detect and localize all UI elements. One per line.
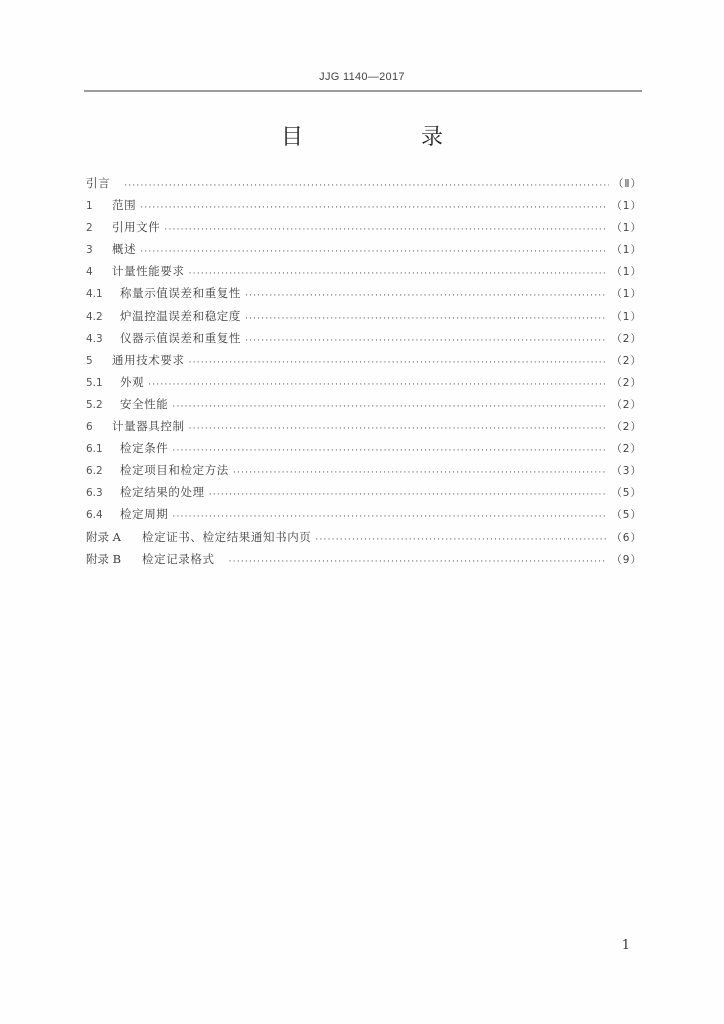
toc-leader-dots [172, 512, 607, 524]
toc-entry-number: 5.2 [86, 398, 103, 411]
toc-entry-title: 检定项目和检定方法 [120, 463, 229, 478]
toc-entry-page: （2） [611, 354, 642, 367]
toc-leader-dots [164, 225, 607, 237]
toc-entry-number: 2 [86, 222, 93, 235]
toc-entry-page: （2） [611, 376, 642, 389]
toc-entry-title: 安全性能 [120, 396, 169, 411]
toc-entry-number: 1 [86, 200, 93, 213]
toc-entry-title: 计量性能要求 [112, 264, 185, 279]
toc-entry-title: 外观 [120, 374, 145, 389]
toc-entry-5-2[interactable] [86, 396, 642, 418]
toc-entry-number: 3 [86, 244, 93, 257]
toc-entry-references[interactable] [86, 219, 642, 241]
toc-entry-number: 4 [86, 266, 93, 279]
toc-entry-page: （2） [611, 332, 642, 345]
toc-entry-intro[interactable] [86, 175, 642, 197]
toc-leader-dots [189, 424, 608, 436]
toc-entry-metrology-requirements[interactable] [86, 263, 642, 285]
toc-entry-appendix-a[interactable] [86, 529, 642, 551]
toc-entry-title: 检定证书、检定结果通知书内页 [142, 529, 312, 544]
toc-entry-page: （1） [611, 222, 642, 235]
toc-entry-title: 引用文件 [112, 220, 161, 235]
toc-entry-scope[interactable] [86, 197, 642, 219]
toc-entry-page: （9） [611, 553, 642, 566]
toc-leader-dots [209, 490, 608, 502]
toc-entry-page: （1） [611, 266, 642, 279]
toc-entry-6-1[interactable] [86, 440, 642, 462]
toc-entry-number: 4.1 [86, 288, 103, 301]
toc-leader-dots [172, 402, 607, 414]
toc-leader-dots [140, 203, 607, 215]
toc-entry-6-3[interactable] [86, 484, 642, 506]
toc-entry-title: 检定周期 [120, 507, 169, 522]
toc-entry-4-3[interactable] [86, 330, 642, 352]
toc-entry-number: 6 [86, 421, 93, 434]
toc-entry-title: 范围 [112, 198, 137, 213]
toc-entry-title: 检定结果的处理 [120, 485, 205, 500]
toc-entry-number: 4.3 [86, 332, 103, 345]
toc-entry-number: 5 [86, 354, 93, 367]
standard-code: JJG 1140—2017 [319, 71, 405, 83]
toc-entry-number: 附录 B [86, 551, 122, 566]
toc-entry-page: （5） [611, 487, 642, 500]
toc-entry-title: 炉温控温误差和稳定度 [120, 308, 241, 323]
toc-entry-general-requirements[interactable] [86, 352, 642, 374]
page-number: 1 [621, 938, 630, 953]
toc-leader-dots [172, 446, 607, 458]
toc-leader-dots [229, 557, 608, 569]
toc-leader-dots [245, 314, 607, 326]
toc-leader-dots [189, 269, 608, 281]
toc-entry-4-1[interactable] [86, 285, 642, 307]
toc-leader-dots [233, 468, 607, 480]
toc-entry-page: （3） [611, 465, 642, 478]
toc-entry-number: 6.3 [86, 487, 103, 500]
toc-entry-page: （6） [611, 531, 642, 544]
toc-entry-title: 检定条件 [120, 441, 169, 456]
toc-entry-overview[interactable] [86, 241, 642, 263]
toc-leader-dots [189, 358, 608, 370]
toc-entry-title: 称量示值误差和重复性 [120, 286, 241, 301]
toc-entry-page: （1） [611, 244, 642, 257]
header-divider [84, 90, 642, 92]
toc-leader-dots [140, 247, 607, 259]
toc-entry-title: 检定记录格式 [142, 551, 215, 566]
toc-leader-dots [148, 380, 607, 392]
toc-entry-title: 计量器具控制 [112, 419, 185, 434]
toc-entry-number: 6.1 [86, 443, 103, 456]
toc-entry-title: 引言 [86, 176, 111, 190]
toc-leader-dots [315, 535, 607, 547]
toc-entry-number: 4.2 [86, 310, 103, 323]
toc-entry-4-2[interactable] [86, 308, 642, 330]
toc-entry-page: （1） [611, 310, 642, 323]
toc-entry-page: （2） [611, 443, 642, 456]
toc-entry-title: 概述 [112, 242, 137, 257]
toc-entry-page: （2） [611, 398, 642, 411]
toc-entry-number: 6.4 [86, 509, 103, 522]
toc-entry-6-4[interactable] [86, 506, 642, 528]
toc-entry-page: （5） [611, 509, 642, 522]
page-title: 目 录 [280, 125, 491, 150]
toc-entry-number: 5.1 [86, 376, 103, 389]
toc-entry-number: 附录 A [86, 529, 121, 544]
toc-leader-dots [124, 181, 609, 193]
toc-entry-appendix-b[interactable] [86, 551, 642, 573]
toc-entry-page: （Ⅱ） [612, 178, 642, 190]
toc-leader-dots [245, 291, 607, 303]
toc-entry-page: （1） [611, 200, 642, 213]
toc-leader-dots [245, 336, 607, 348]
toc-entry-title: 通用技术要求 [112, 352, 185, 367]
toc-entry-5-1[interactable] [86, 374, 642, 396]
toc-entry-page: （2） [611, 421, 642, 434]
toc-entry-page: （1） [611, 288, 642, 301]
toc-entry-instrument-control[interactable] [86, 418, 642, 440]
table-of-contents [86, 175, 642, 573]
toc-entry-number: 6.2 [86, 465, 103, 478]
toc-entry-title: 仪器示值误差和重复性 [120, 330, 241, 345]
toc-entry-6-2[interactable] [86, 462, 642, 484]
